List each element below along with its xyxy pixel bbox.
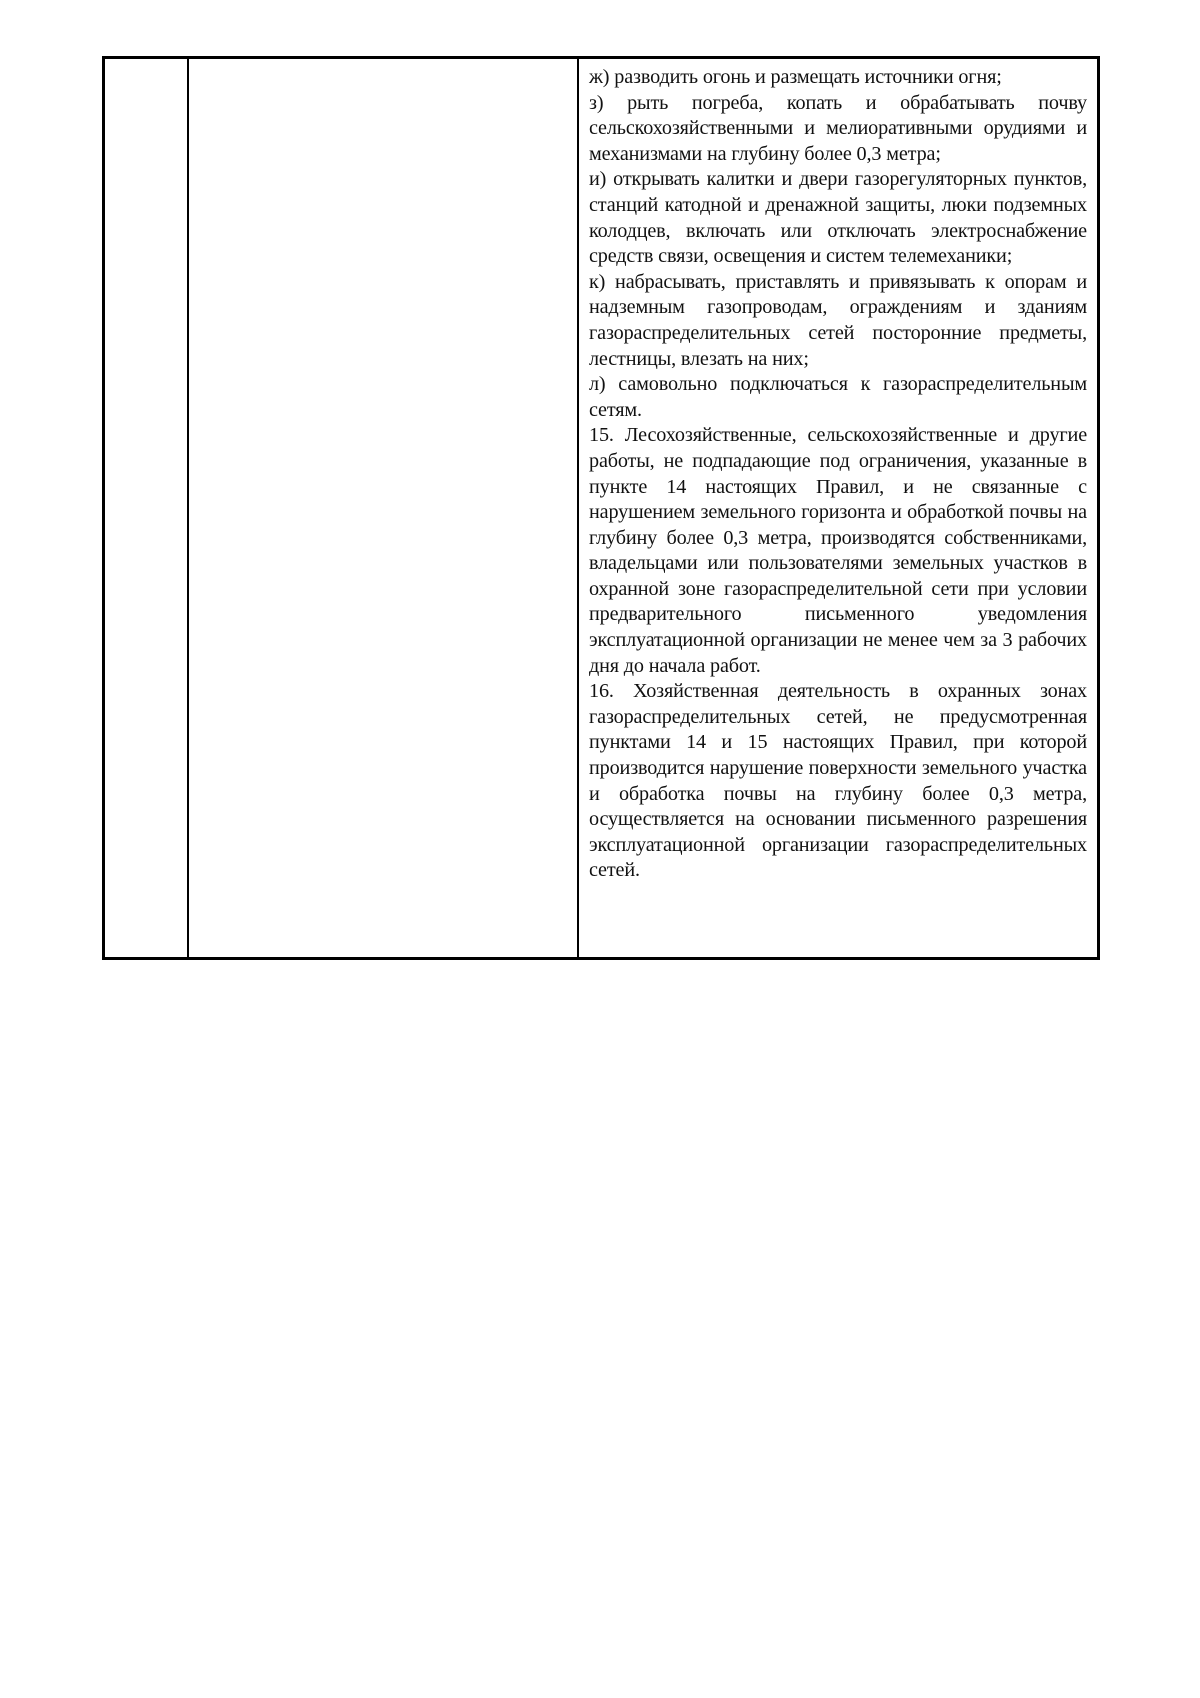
table-cell-number [104,58,189,959]
paragraph-item-l: л) самовольно подключаться к газораспределительным сетям. [589,373,1087,421]
table-cell-text [578,58,1099,959]
paragraph-item-k: к) набрасывать, приставлять и привязывать к опорам и надземным газопроводам, ограждениям и зданиям газораспределительных сетей посторонние предметы, лестницы, влезать на них; [589,270,1087,370]
table-cell-name [188,58,578,959]
table-row [104,58,1099,959]
paragraph-clause-15: 15. Лесохозяйственные, сельскохозяйственные и другие работы, не подпадающие под ограничения, указанные в пункте 14 настоящих Правил, и не связанные с нарушением земельного горизонта и обработкой почвы на глубину более 0,3 метра, производятся собственниками, владельцами или пользователями земельных участков в охранной зоне газораспределительной сети при условии предварительного письменного уведомления эксплуатационной организации не менее чем за 3 рабочих дня до начала работ. [589,424,1087,677]
paragraph-item-zh: ж) разводить огонь и размещать источники огня; [589,66,1002,88]
paragraph-item-z: з) рыть погреба, копать и обрабатывать почву сельскохозяйственными и мелиоративными орудиями и механизмами на глубину более 0,3 метра; [589,91,1087,165]
paragraph-item-i: и) открывать калитки и двери газорегуляторных пунктов, станций катодной и дренажной защиты, люки подземных колодцев, включать или отключать электроснабжение средств связи, освещения и систем телемеханики; [589,168,1087,268]
paragraph-clause-16: 16. Хозяйственная деятельность в охранных зонах газораспределительных сетей, не предусмотренная пунктами 14 и 15 настоящих Правил, при которой производится нарушение поверхности земельного участка и обработка почвы на глубину более 0,3 метра, осуществляется на основании письменного разрешения эксплуатационной организации газораспределительных сетей. [589,680,1087,882]
document-table [102,56,1100,960]
